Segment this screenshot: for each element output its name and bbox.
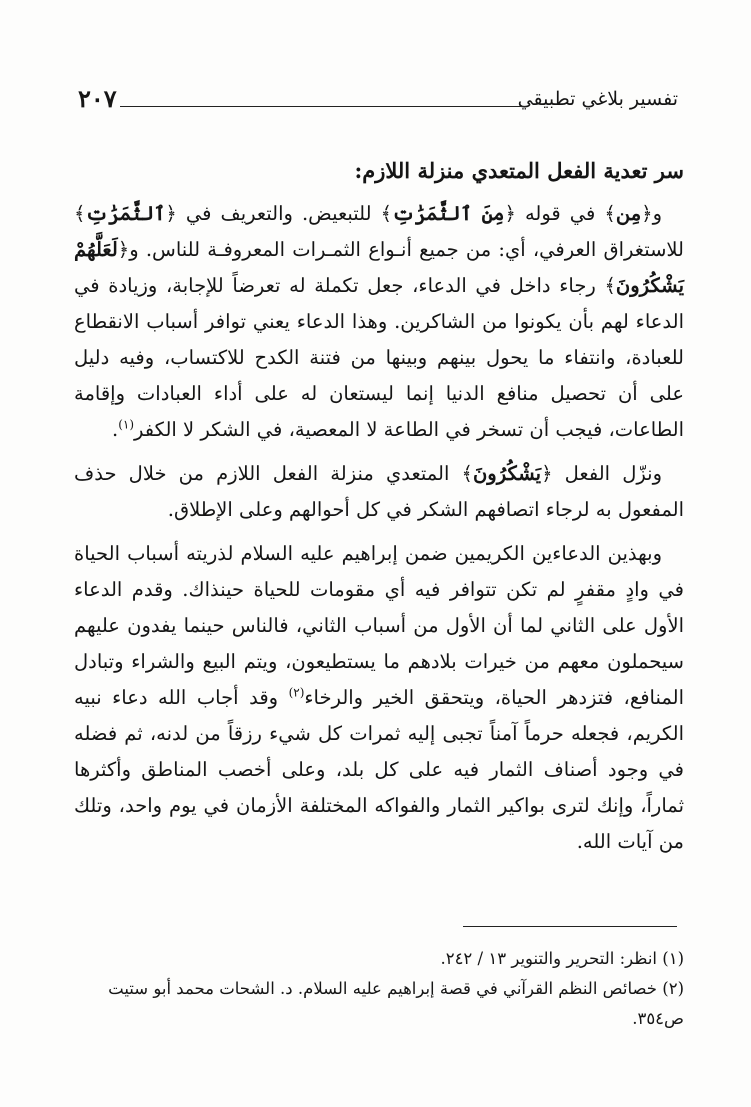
p3-text-b: وقد أجاب الله دعاء نبيه الكريم، فجعله حرماً آمناً تجبى إليه ثمرات كل شيء رزقاً من لدنه، ثم فضله في وجود أصناف الثمار فيه على كل بلد، وعلى أخصب المناطق وأكثرها ثماراً، وإنك لترى بواكير الثمار والفواكه المختلفة الأزمان في يوم واحد، وتلك من آيات الله. [74, 686, 684, 853]
page-number: ٢٠٧ [78, 84, 117, 113]
footnote-ref-2[interactable]: (٢) [288, 685, 305, 700]
p1-prefix: و [652, 202, 662, 225]
quran-quote-min-althamarat: ﴿مِنَ ٱلثَّمَرَٰتِ﴾ [380, 202, 516, 225]
p1-text-b: للتبعيض. والتعريف في [176, 202, 381, 225]
p1-text-a: في قوله [515, 202, 605, 225]
quran-quote-min: ﴿مِن﴾ [604, 202, 653, 225]
section-heading: سر تعدية الفعل المتعدي منزلة اللازم: [354, 158, 684, 183]
quran-quote-althamarat: ﴿ٱلثَّمَرَٰتِ﴾ [74, 202, 177, 225]
p2-text-b: المتعدي منزلة الفعل اللازم من خلال حذف المفعول به لرجاء اتصافهم الشكر في كل أحوالهم وعلى الإطلاق. [74, 462, 684, 521]
p1-text-d: رجاء داخل في الدعاء، جعل تكملة له تعرضاً للإجابة، وزيادة في الدعاء لهم بأن يكونوا من الشاكرين. وهذا الدعاء يعني توافر أسباب الانقطاع للعبادة، وانتفاء ما يحول بينهم وبينها من فتنة الكدح للاكتساب، وفيه دليل على أن تحصيل منافع الدنيا إنما ليستعان له على أداء العبادات وإقامة الطاعات، فيجب أن تسخر في الطاعة لا المعصية، في الشكر لا الكفر [74, 274, 684, 441]
p2-text-a: ونزّل الفعل [552, 462, 662, 485]
footnote-1: (١) انظر: التحرير والتنوير ١٣ / ٢٤٢. [440, 949, 684, 968]
footnotes [74, 944, 684, 1034]
footnote-ref-1[interactable]: (١) [118, 417, 135, 432]
header-rule [120, 106, 526, 107]
quran-quote-yashkurun: ﴿يَشْكُرُونَ﴾ [461, 462, 553, 485]
paragraph-1 [74, 196, 684, 448]
p3-text-a: وبهذين الدعاءين الكريمين ضمن إبراهيم عليه السلام لذريته أسباب الحياة في وادٍ مقفرٍ لم تكن تتوافر فيه أي مقومات للحياة حينذاك. وقدم الدعاء الأول على الثاني لما أن الأول من أسباب الثاني، فالناس حينما يفدون عليهم سيحملون معهم من خيرات بلادهم ما يستطيعون، ويتم البيع والشراء وتبادل المنافع، فتزدهر الحياة، ويتحقق الخير والرخاء [74, 542, 685, 709]
quran-quote-laallahum: ﴿لَعَلَّهُمْ يَشْكُرُونَ﴾ [74, 238, 684, 297]
p1-text-c: للاستغراق العرفي، أي: من جميع أنـواع الثمـرات المعروفـة للناس. و [129, 238, 684, 261]
footnote-2: (٢) خصائص النظم القرآني في قصة إبراهيم عليه السلام. د. الشحات محمد أبو ستيت ص٣٥٤. [108, 979, 684, 1028]
paragraph-3 [74, 536, 684, 860]
footnote-divider [463, 926, 677, 927]
running-header [78, 82, 678, 118]
main-text [74, 152, 684, 868]
paragraph-2 [74, 456, 684, 528]
header-title: تفسير بلاغي تطبيقي [517, 88, 678, 110]
p1-end: . [112, 418, 119, 441]
